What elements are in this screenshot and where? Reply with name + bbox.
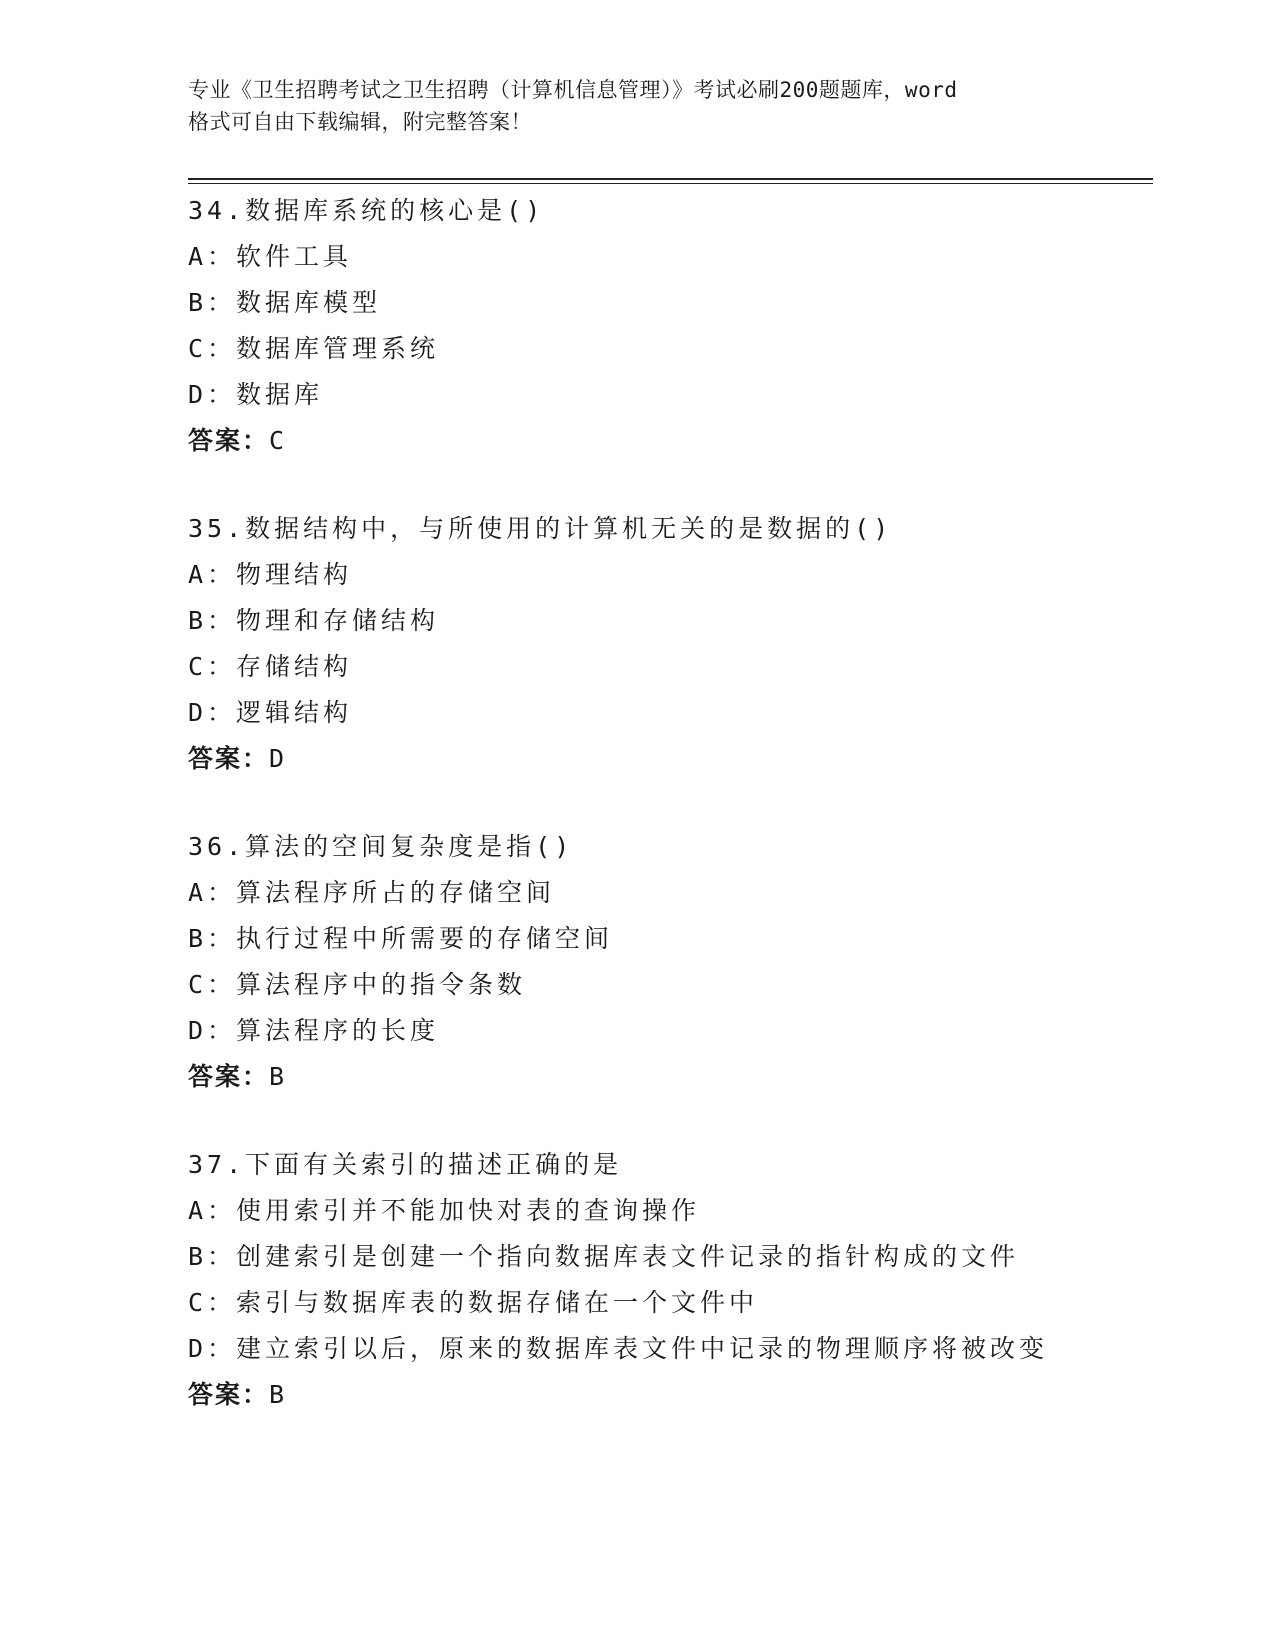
option-b: B：数据库模型 xyxy=(188,288,382,317)
header-divider-thin xyxy=(188,183,1153,184)
question-36 xyxy=(188,824,1148,1100)
question-list xyxy=(188,188,1148,1460)
question-stem: 34.数据库系统的核心是() xyxy=(188,196,545,225)
answer-label: 答案： xyxy=(188,1062,270,1091)
answer-value: B xyxy=(269,1062,286,1091)
option-c: C：数据库管理系统 xyxy=(188,334,440,363)
answer-label: 答案： xyxy=(188,426,270,455)
option-d: D：数据库 xyxy=(188,380,324,409)
option-b: B：物理和存储结构 xyxy=(188,606,440,635)
option-c: C：索引与数据库表的数据存储在一个文件中 xyxy=(188,1288,759,1317)
answer-line xyxy=(188,1054,1148,1100)
header-line-2: 格式可自由下载编辑，附完整答案！ xyxy=(188,110,532,134)
question-stem: 35.数据结构中，与所使用的计算机无关的是数据的() xyxy=(188,514,893,543)
question-34 xyxy=(188,188,1148,464)
option-b: B：创建索引是创建一个指向数据库表文件记录的指针构成的文件 xyxy=(188,1242,1020,1271)
answer-value: C xyxy=(269,426,286,455)
answer-label: 答案： xyxy=(188,1380,270,1409)
option-c: C：存储结构 xyxy=(188,652,353,681)
answer-value: D xyxy=(269,744,286,773)
question-stem: 37.下面有关索引的描述正确的是 xyxy=(188,1150,623,1179)
answer-label: 答案： xyxy=(188,744,270,773)
question-stem: 36.算法的空间复杂度是指() xyxy=(188,832,574,861)
header-line-1: 专业《卫生招聘考试之卫生招聘（计算机信息管理）》考试必刷200题题库，word xyxy=(188,78,958,102)
option-a: A：使用索引并不能加快对表的查询操作 xyxy=(188,1196,701,1225)
option-a: A：算法程序所占的存储空间 xyxy=(188,878,556,907)
answer-line xyxy=(188,1372,1148,1418)
answer-line xyxy=(188,736,1148,782)
option-d: D：逻辑结构 xyxy=(188,698,353,727)
option-a: A：物理结构 xyxy=(188,560,353,589)
option-d: D：算法程序的长度 xyxy=(188,1016,440,1045)
header-divider-thick xyxy=(188,178,1153,180)
question-37 xyxy=(188,1142,1148,1418)
question-35 xyxy=(188,506,1148,782)
option-c: C：算法程序中的指令条数 xyxy=(188,970,527,999)
answer-line xyxy=(188,418,1148,464)
answer-value: B xyxy=(269,1380,286,1409)
option-b: B：执行过程中所需要的存储空间 xyxy=(188,924,614,953)
option-a: A：软件工具 xyxy=(188,242,353,271)
option-d: D：建立索引以后，原来的数据库表文件中记录的物理顺序将被改变 xyxy=(188,1334,1049,1363)
document-header xyxy=(188,74,1088,138)
